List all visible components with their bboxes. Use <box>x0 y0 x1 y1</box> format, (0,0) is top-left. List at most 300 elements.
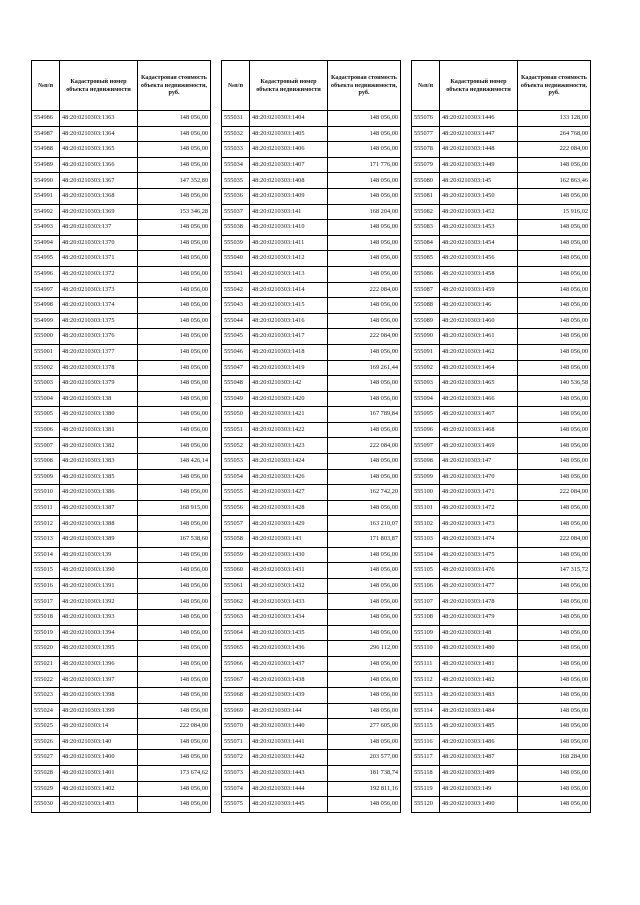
cadastral-cost: 133 128,00 <box>518 111 591 127</box>
cadastral-cost: 148 056,00 <box>138 344 211 360</box>
cadastral-cost: 148 056,00 <box>518 407 591 423</box>
cadastral-number: 48:20:0210303:1444 <box>250 781 328 797</box>
table-row <box>32 656 211 672</box>
row-number: 554989 <box>32 157 60 173</box>
cadastral-cost: 148 056,00 <box>138 391 211 407</box>
table-row <box>412 344 591 360</box>
cadastral-number: 48:20:0210303:1363 <box>60 111 138 127</box>
cadastral-number: 48:20:0210303:1365 <box>60 142 138 158</box>
cadastral-number: 48:20:0210303:1396 <box>60 656 138 672</box>
table-row <box>222 235 401 251</box>
cadastral-cost: 222 084,00 <box>518 485 591 501</box>
cadastral-number: 48:20:0210303:1423 <box>250 438 328 454</box>
cadastral-number: 48:20:0210303:138 <box>60 391 138 407</box>
cadastral-cost: 148 056,00 <box>328 251 401 267</box>
cadastral-cost: 171 776,00 <box>328 157 401 173</box>
table-row <box>32 547 211 563</box>
cadastral-cost: 148 056,00 <box>518 719 591 735</box>
row-number: 555028 <box>32 765 60 781</box>
cadastral-cost: 167 789,84 <box>328 407 401 423</box>
table-row <box>32 594 211 610</box>
cadastral-cost: 203 577,00 <box>328 750 401 766</box>
table-row <box>412 235 591 251</box>
cadastral-number: 48:20:0210303:1418 <box>250 344 328 360</box>
table-row <box>222 188 401 204</box>
table-row <box>222 765 401 781</box>
cadastral-cost: 148 056,00 <box>518 282 591 298</box>
cadastral-number: 48:20:0210303:1422 <box>250 422 328 438</box>
row-number: 555070 <box>222 719 250 735</box>
cadastral-table-1 <box>31 60 211 813</box>
cadastral-number: 48:20:0210303:139 <box>60 547 138 563</box>
table-row <box>222 313 401 329</box>
table-row <box>32 750 211 766</box>
cadastral-number: 48:20:0210303:1411 <box>250 235 328 251</box>
cadastral-cost: 277 605,00 <box>328 719 401 735</box>
row-number: 555007 <box>32 438 60 454</box>
row-number: 555093 <box>412 376 440 392</box>
cadastral-cost: 148 056,00 <box>518 641 591 657</box>
cadastral-number: 48:20:0210303:1431 <box>250 563 328 579</box>
cadastral-cost: 148 056,00 <box>138 235 211 251</box>
cadastral-cost: 148 056,00 <box>138 594 211 610</box>
table-row <box>32 142 211 158</box>
cadastral-number: 48:20:0210303:1490 <box>440 797 518 813</box>
row-number: 555076 <box>412 111 440 127</box>
cadastral-number: 48:20:0210303:1399 <box>60 703 138 719</box>
cadastral-number: 48:20:0210303:1449 <box>440 157 518 173</box>
table-row <box>222 578 401 594</box>
row-number: 555105 <box>412 563 440 579</box>
table-row <box>222 173 401 189</box>
cadastral-number: 48:20:0210303:1489 <box>440 765 518 781</box>
row-number: 555119 <box>412 781 440 797</box>
cadastral-cost: 148 056,00 <box>518 469 591 485</box>
cadastral-cost: 148 056,00 <box>138 750 211 766</box>
cadastral-cost: 148 056,00 <box>328 594 401 610</box>
table-row <box>412 781 591 797</box>
cadastral-number: 48:20:0210303:142 <box>250 376 328 392</box>
table-row <box>32 563 211 579</box>
table-row <box>412 594 591 610</box>
cadastral-cost: 148 056,00 <box>328 188 401 204</box>
table-row <box>412 313 591 329</box>
row-number: 555117 <box>412 750 440 766</box>
cadastral-cost: 168 204,00 <box>328 204 401 220</box>
cadastral-number: 48:20:0210303:1368 <box>60 188 138 204</box>
table-row <box>412 765 591 781</box>
cadastral-number: 48:20:0210303:143 <box>250 532 328 548</box>
table-row <box>222 298 401 314</box>
cadastral-cost: 148 056,00 <box>328 500 401 516</box>
table-row <box>412 797 591 813</box>
row-number: 555006 <box>32 422 60 438</box>
cadastral-cost: 148 056,00 <box>138 360 211 376</box>
row-number: 555026 <box>32 734 60 750</box>
cadastral-number: 48:20:0210303:1452 <box>440 204 518 220</box>
cadastral-number: 48:20:0210303:1445 <box>250 797 328 813</box>
table-row <box>222 594 401 610</box>
cadastral-number: 48:20:0210303:1437 <box>250 656 328 672</box>
row-number: 555104 <box>412 547 440 563</box>
cadastral-number: 48:20:0210303:1416 <box>250 313 328 329</box>
cadastral-cost: 148 056,00 <box>518 313 591 329</box>
header-num: №п/п <box>412 61 440 111</box>
table-row <box>412 376 591 392</box>
table-row <box>32 407 211 423</box>
cadastral-cost: 148 056,00 <box>328 391 401 407</box>
cadastral-cost: 148 056,00 <box>138 142 211 158</box>
row-number: 554993 <box>32 220 60 236</box>
table-row <box>412 516 591 532</box>
table-row <box>412 703 591 719</box>
header-cadastral-cost: Кадастровая стоимость объекта недвижимости, руб. <box>518 61 591 111</box>
row-number: 555100 <box>412 485 440 501</box>
row-number: 555002 <box>32 360 60 376</box>
cadastral-cost: 171 803,87 <box>328 532 401 548</box>
table-row <box>222 797 401 813</box>
table-row <box>32 220 211 236</box>
table-row <box>32 687 211 703</box>
cadastral-cost: 148 056,00 <box>518 438 591 454</box>
row-number: 555054 <box>222 469 250 485</box>
row-number: 555048 <box>222 376 250 392</box>
table-row <box>222 547 401 563</box>
table-row <box>412 672 591 688</box>
header-num: №п/п <box>32 61 60 111</box>
row-number: 555017 <box>32 594 60 610</box>
row-number: 555078 <box>412 142 440 158</box>
table-row <box>412 578 591 594</box>
cadastral-cost: 148 056,00 <box>518 703 591 719</box>
cadastral-cost: 148 056,00 <box>518 547 591 563</box>
row-number: 555108 <box>412 610 440 626</box>
cadastral-cost: 148 056,00 <box>328 734 401 750</box>
table-row <box>32 422 211 438</box>
table-row <box>32 781 211 797</box>
table-row <box>222 329 401 345</box>
table-row <box>32 376 211 392</box>
table-row <box>412 734 591 750</box>
row-number: 555110 <box>412 641 440 657</box>
table-row <box>32 532 211 548</box>
table-row <box>412 469 591 485</box>
row-number: 555044 <box>222 313 250 329</box>
cadastral-number: 48:20:0210303:1373 <box>60 282 138 298</box>
cadastral-number: 48:20:0210303:1395 <box>60 641 138 657</box>
row-number: 555102 <box>412 516 440 532</box>
cadastral-cost: 15 916,02 <box>518 204 591 220</box>
row-number: 555041 <box>222 266 250 282</box>
table-row <box>412 204 591 220</box>
row-number: 555065 <box>222 641 250 657</box>
row-number: 554994 <box>32 235 60 251</box>
cadastral-cost: 169 261,44 <box>328 360 401 376</box>
cadastral-cost: 148 056,00 <box>138 111 211 127</box>
table-row <box>32 111 211 127</box>
table-row <box>222 641 401 657</box>
cadastral-number: 48:20:0210303:1364 <box>60 126 138 142</box>
cadastral-cost: 148 056,00 <box>518 157 591 173</box>
cadastral-cost: 162 742,20 <box>328 485 401 501</box>
cadastral-number: 48:20:0210303:1447 <box>440 126 518 142</box>
row-number: 554990 <box>32 173 60 189</box>
table-row <box>412 126 591 142</box>
table-row <box>222 563 401 579</box>
row-number: 555008 <box>32 454 60 470</box>
row-number: 555060 <box>222 563 250 579</box>
table-row <box>222 734 401 750</box>
row-number: 555115 <box>412 719 440 735</box>
table-row <box>412 142 591 158</box>
cadastral-number: 48:20:0210303:1379 <box>60 376 138 392</box>
row-number: 555001 <box>32 344 60 360</box>
row-number: 555072 <box>222 750 250 766</box>
header-cadastral-number: Кадастровый номер объекта недвижимости <box>440 61 518 111</box>
table-row <box>222 485 401 501</box>
table-row <box>32 734 211 750</box>
cadastral-cost: 148 056,00 <box>138 282 211 298</box>
cadastral-cost: 140 536,58 <box>518 376 591 392</box>
table-header-row <box>412 61 591 111</box>
table-row <box>412 111 591 127</box>
cadastral-number: 48:20:0210303:1413 <box>250 266 328 282</box>
cadastral-number: 48:20:0210303:1486 <box>440 734 518 750</box>
cadastral-number: 48:20:0210303:1376 <box>60 329 138 345</box>
cadastral-cost: 148 056,00 <box>518 329 591 345</box>
table-row <box>222 781 401 797</box>
table-row <box>412 391 591 407</box>
row-number: 555056 <box>222 500 250 516</box>
cadastral-cost: 148 056,00 <box>328 235 401 251</box>
row-number: 555004 <box>32 391 60 407</box>
cadastral-cost: 148 056,00 <box>138 376 211 392</box>
row-number: 555082 <box>412 204 440 220</box>
table-row <box>412 266 591 282</box>
cadastral-number: 48:20:0210303:1394 <box>60 625 138 641</box>
table-row <box>222 532 401 548</box>
row-number: 555031 <box>222 111 250 127</box>
cadastral-number: 48:20:0210303:1433 <box>250 594 328 610</box>
cadastral-number: 48:20:0210303:1402 <box>60 781 138 797</box>
cadastral-cost: 148 056,00 <box>138 625 211 641</box>
table-row <box>222 111 401 127</box>
cadastral-cost: 148 056,00 <box>138 407 211 423</box>
row-number: 554992 <box>32 204 60 220</box>
row-number: 555003 <box>32 376 60 392</box>
row-number: 555061 <box>222 578 250 594</box>
cadastral-cost: 181 738,74 <box>328 765 401 781</box>
row-number: 555052 <box>222 438 250 454</box>
table-row <box>412 610 591 626</box>
row-number: 555109 <box>412 625 440 641</box>
table-row <box>32 313 211 329</box>
table-row <box>412 563 591 579</box>
table-row <box>32 500 211 516</box>
cadastral-cost: 163 210,07 <box>328 516 401 532</box>
table-row <box>32 344 211 360</box>
row-number: 555062 <box>222 594 250 610</box>
row-number: 555013 <box>32 532 60 548</box>
row-number: 555073 <box>222 765 250 781</box>
cadastral-cost: 148 056,00 <box>138 438 211 454</box>
cadastral-cost: 148 056,00 <box>328 344 401 360</box>
cadastral-number: 48:20:0210303:1408 <box>250 173 328 189</box>
cadastral-number: 48:20:0210303:1400 <box>60 750 138 766</box>
row-number: 554987 <box>32 126 60 142</box>
cadastral-cost: 162 863,46 <box>518 173 591 189</box>
table-row <box>412 220 591 236</box>
cadastral-number: 48:20:0210303:1415 <box>250 298 328 314</box>
table-row <box>412 407 591 423</box>
cadastral-number: 48:20:0210303:1434 <box>250 610 328 626</box>
cadastral-number: 48:20:0210303:1438 <box>250 672 328 688</box>
table-row <box>32 578 211 594</box>
row-number: 555039 <box>222 235 250 251</box>
header-num: №п/п <box>222 61 250 111</box>
cadastral-cost: 147 315,72 <box>518 563 591 579</box>
cadastral-number: 48:20:0210303:1405 <box>250 126 328 142</box>
row-number: 555045 <box>222 329 250 345</box>
cadastral-number: 48:20:0210303:1464 <box>440 360 518 376</box>
cadastral-number: 48:20:0210303:1432 <box>250 578 328 594</box>
table-row <box>222 157 401 173</box>
table-row <box>412 251 591 267</box>
cadastral-cost: 148 056,00 <box>328 703 401 719</box>
row-number: 555107 <box>412 594 440 610</box>
cadastral-number: 48:20:0210303:1409 <box>250 188 328 204</box>
cadastral-cost: 296 112,00 <box>328 641 401 657</box>
row-number: 555037 <box>222 204 250 220</box>
cadastral-cost: 148 056,00 <box>328 422 401 438</box>
table-row <box>222 687 401 703</box>
cadastral-number: 48:20:0210303:1401 <box>60 765 138 781</box>
table-row <box>412 750 591 766</box>
table-row <box>222 750 401 766</box>
table-row <box>32 329 211 345</box>
cadastral-cost: 148 056,00 <box>138 298 211 314</box>
row-number: 555011 <box>32 500 60 516</box>
row-number: 555099 <box>412 469 440 485</box>
table-row <box>412 188 591 204</box>
cadastral-cost: 148 056,00 <box>138 220 211 236</box>
cadastral-number: 48:20:0210303:1390 <box>60 563 138 579</box>
table-row <box>222 672 401 688</box>
table-row <box>32 235 211 251</box>
cadastral-number: 48:20:0210303:1421 <box>250 407 328 423</box>
header-cadastral-cost: Кадастровая стоимость объекта недвижимости, руб. <box>328 61 401 111</box>
row-number: 555043 <box>222 298 250 314</box>
row-number: 555016 <box>32 578 60 594</box>
cadastral-number: 48:20:0210303:149 <box>440 781 518 797</box>
row-number: 555036 <box>222 188 250 204</box>
row-number: 555025 <box>32 719 60 735</box>
cadastral-number: 48:20:0210303:1407 <box>250 157 328 173</box>
table-row <box>412 641 591 657</box>
cadastral-number: 48:20:0210303:1419 <box>250 360 328 376</box>
cadastral-number: 48:20:0210303:1446 <box>440 111 518 127</box>
cadastral-number: 48:20:0210303:1370 <box>60 235 138 251</box>
table-row <box>412 298 591 314</box>
table-row <box>222 220 401 236</box>
cadastral-number: 48:20:0210303:1417 <box>250 329 328 345</box>
cadastral-cost: 167 538,60 <box>138 532 211 548</box>
cadastral-number: 48:20:0210303:1383 <box>60 454 138 470</box>
table-row <box>222 469 401 485</box>
cadastral-cost: 148 056,00 <box>518 422 591 438</box>
cadastral-number: 48:20:0210303:137 <box>60 220 138 236</box>
cadastral-number: 48:20:0210303:1371 <box>60 251 138 267</box>
cadastral-cost: 148 056,00 <box>518 220 591 236</box>
row-number: 555042 <box>222 282 250 298</box>
cadastral-cost: 148 056,00 <box>328 126 401 142</box>
table-row <box>222 360 401 376</box>
cadastral-number: 48:20:0210303:145 <box>440 173 518 189</box>
table-row <box>32 157 211 173</box>
table-row <box>222 516 401 532</box>
row-number: 555049 <box>222 391 250 407</box>
cadastral-number: 48:20:0210303:1480 <box>440 641 518 657</box>
table-row <box>32 188 211 204</box>
table-row <box>412 422 591 438</box>
table-row <box>32 266 211 282</box>
cadastral-cost: 148 056,00 <box>138 485 211 501</box>
cadastral-cost: 148 056,00 <box>518 610 591 626</box>
cadastral-cost: 148 056,00 <box>328 376 401 392</box>
cadastral-cost: 148 056,00 <box>328 111 401 127</box>
cadastral-cost: 148 056,00 <box>518 298 591 314</box>
row-number: 554998 <box>32 298 60 314</box>
cadastral-number: 48:20:0210303:1485 <box>440 719 518 735</box>
cadastral-cost: 148 056,00 <box>138 797 211 813</box>
table-row <box>222 391 401 407</box>
row-number: 555083 <box>412 220 440 236</box>
cadastral-number: 48:20:0210303:1459 <box>440 282 518 298</box>
cadastral-number: 48:20:0210303:1393 <box>60 610 138 626</box>
row-number: 555113 <box>412 687 440 703</box>
table-row <box>32 298 211 314</box>
cadastral-cost: 222 084,00 <box>518 142 591 158</box>
cadastral-number: 48:20:0210303:1385 <box>60 469 138 485</box>
cadastral-number: 48:20:0210303:1429 <box>250 516 328 532</box>
row-number: 555089 <box>412 313 440 329</box>
cadastral-cost: 148 056,00 <box>518 360 591 376</box>
row-number: 555050 <box>222 407 250 423</box>
cadastral-number: 48:20:0210303:1366 <box>60 157 138 173</box>
cadastral-cost: 148 056,00 <box>518 594 591 610</box>
cadastral-number: 48:20:0210303:1461 <box>440 329 518 345</box>
cadastral-cost: 148 056,00 <box>518 516 591 532</box>
cadastral-number: 48:20:0210303:1424 <box>250 454 328 470</box>
row-number: 555021 <box>32 656 60 672</box>
cadastral-number: 48:20:0210303:1420 <box>250 391 328 407</box>
cadastral-cost: 148 056,00 <box>518 500 591 516</box>
row-number: 555015 <box>32 563 60 579</box>
row-number: 555085 <box>412 251 440 267</box>
table-row <box>222 703 401 719</box>
cadastral-cost: 148 056,00 <box>328 563 401 579</box>
cadastral-number: 48:20:0210303:1382 <box>60 438 138 454</box>
table-row <box>32 641 211 657</box>
table-row <box>32 703 211 719</box>
cadastral-cost: 222 084,00 <box>328 329 401 345</box>
row-number: 555024 <box>32 703 60 719</box>
row-number: 555081 <box>412 188 440 204</box>
table-row <box>32 610 211 626</box>
cadastral-cost: 148 056,00 <box>138 687 211 703</box>
cadastral-number: 48:20:0210303:140 <box>60 734 138 750</box>
row-number: 555000 <box>32 329 60 345</box>
